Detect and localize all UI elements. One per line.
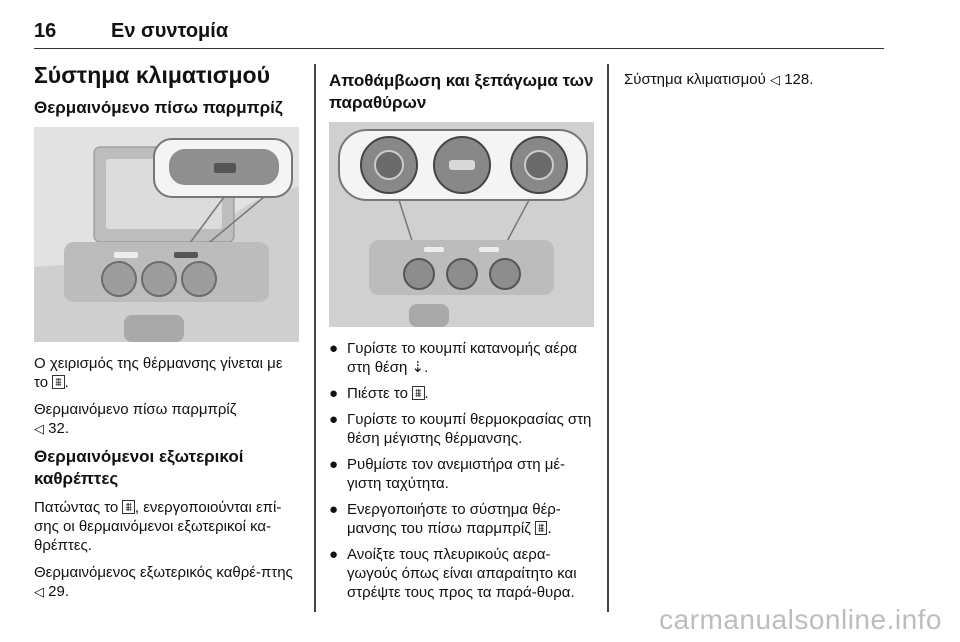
rear-defrost-icon: ⩩	[122, 500, 134, 514]
bullet-icon: ●	[329, 456, 339, 473]
mirrors-text-start: Πατώντας το	[34, 499, 119, 516]
step-end: .	[424, 359, 429, 376]
step-end: .	[424, 385, 429, 402]
dashboard-figure	[34, 127, 299, 342]
heating-text: Ο χειρισμός της θέρμανσης γίνεται με το	[34, 355, 283, 391]
list-item	[329, 339, 594, 377]
defrost-title: Αποθάμβωση και ξεπάγωμα των παραθύρων	[329, 71, 594, 112]
ref-arrow-icon: ◁	[34, 584, 44, 599]
column-divider	[607, 64, 609, 612]
step-text: Πιέστε το	[347, 385, 408, 402]
list-item	[329, 384, 594, 403]
step-text: Ενεργοποιήστε το σύστημα θέρ-μανσης του πίσω παρμπρίζ	[347, 501, 561, 537]
step-text: Ρυθμίστε τον ανεμιστήρα στη μέ-γιστη ταχύτητα.	[347, 456, 566, 492]
list-item	[329, 545, 594, 602]
list-item	[329, 410, 594, 448]
step-text: Γυρίστε το κουμπί θερμοκρασίας στη θέση μέγιστης θέρμανσης.	[347, 411, 592, 447]
step-text: Ανοίξτε τους πλευρικούς αερα-γωγούς όπως είναι απαραίτητο και στρέψτε τους προς τα παρά-θυρα.	[347, 546, 577, 601]
bullet-icon: ●	[329, 340, 339, 357]
subtitle-mirrors: Θερμαινόμενοι εξωτερικοί καθρέπτες	[34, 447, 244, 488]
page-header	[34, 18, 884, 49]
list-item	[329, 455, 594, 493]
step-text: Γυρίστε το κουμπί κατανομής αέρα στη θέση	[347, 340, 578, 376]
column-divider	[314, 64, 316, 612]
ref-arrow-icon: ◁	[34, 421, 44, 436]
paragraph-ref-29	[34, 563, 299, 601]
section-title: Σύστημα κλιματισμού	[34, 62, 270, 88]
controls-illustration	[329, 122, 594, 327]
windscreen-defrost-icon: ⩩	[412, 386, 424, 400]
subtitle-rear-window: Θερμαινόμενο πίσω παρμπρίζ	[34, 98, 283, 117]
paragraph-ref-32	[34, 400, 299, 438]
bullet-icon: ●	[329, 546, 339, 563]
ref-arrow-icon: ◁	[770, 72, 781, 87]
dashboard-illustration	[34, 127, 299, 342]
paragraph-ref-128	[624, 70, 884, 89]
bullet-icon: ●	[329, 385, 339, 402]
step-end: .	[547, 520, 552, 537]
ref-32-text: Θερμαινόμενο πίσω παρμπρίζ	[34, 401, 237, 418]
ref-128[interactable]: 128.	[784, 71, 814, 88]
heating-text-end: .	[64, 374, 69, 391]
mirrors-text-end: , ενεργοποιούνται επί-σης οι θερμαινόμενοι εξωτερικοί κα-θρέπτες.	[34, 499, 282, 554]
controls-figure	[329, 122, 594, 327]
column-3	[624, 56, 884, 97]
airflow-icon: ⇣	[411, 359, 425, 376]
bullet-icon: ●	[329, 411, 339, 428]
column-2	[329, 56, 594, 609]
list-item	[329, 500, 594, 538]
paragraph-mirrors	[34, 498, 299, 555]
ref-29[interactable]: 29.	[48, 583, 70, 600]
defrost-steps	[329, 339, 594, 602]
page-title: Εν συντομία	[111, 20, 229, 42]
paragraph-heating	[34, 354, 299, 392]
watermark: carmanualsonline.info	[659, 604, 942, 635]
rear-defrost-icon: ⩩	[52, 375, 64, 389]
page-number: 16	[34, 20, 57, 42]
rear-defrost-icon: ⩩	[535, 521, 547, 535]
column-1	[34, 56, 299, 609]
ref-128-text: Σύστημα κλιματισμού	[624, 71, 766, 88]
ref-32[interactable]: 32.	[48, 420, 70, 437]
bullet-icon: ●	[329, 501, 339, 518]
ref-29-text: Θερμαινόμενος εξωτερικός καθρέ-πτης	[34, 564, 293, 581]
